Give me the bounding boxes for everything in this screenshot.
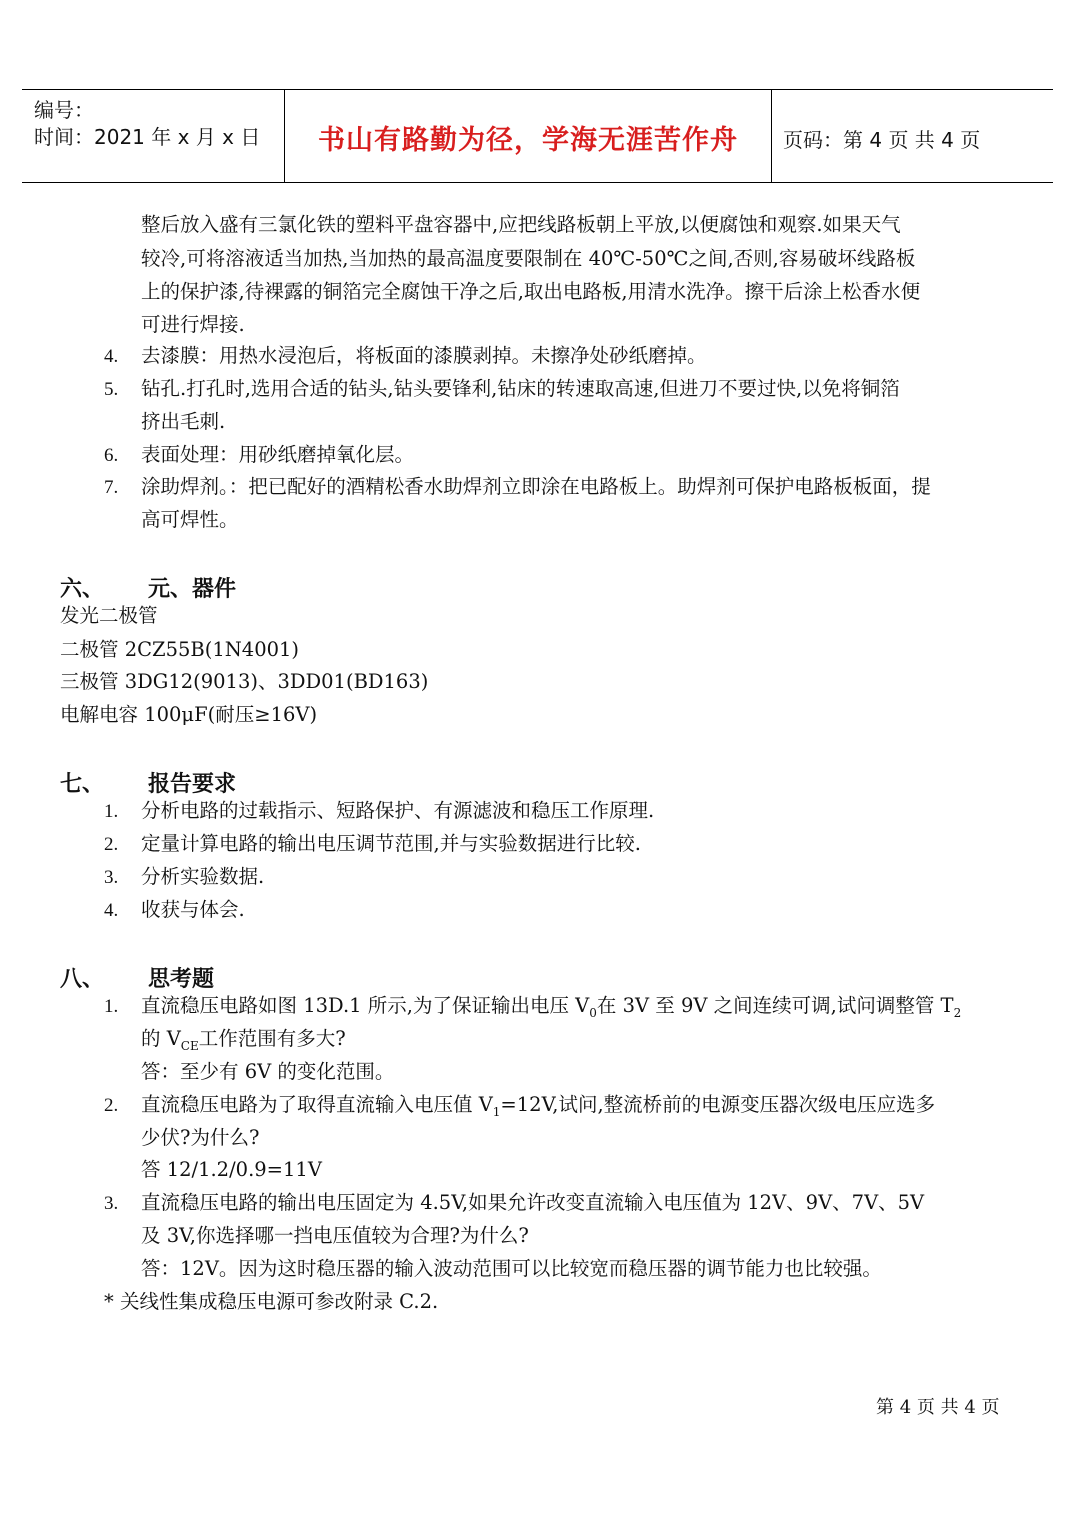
section-number: 七、 [60,772,105,797]
list-number: 1. [104,801,119,822]
section-title: 思考题 [148,967,215,992]
paragraph-line: 可进行焊接. [141,313,245,336]
question-text-part: 的 V [141,1027,181,1050]
page-header [22,89,1053,183]
paragraph-line: 较冷,可将溶液适当加热,当加热的最高温度要限制在 40℃-50℃之间,否则,容易破坏线路板 [141,247,916,270]
question-text-part: =12V,试问,整流桥前的电源变压器次级电压应选多 [500,1093,936,1116]
list-number: 5. [104,379,119,400]
component-item: 三极管 3DG12(9013)、3DD01(BD163) [60,670,429,693]
document-number-label: 编号： [34,98,94,122]
subscript: 2 [953,1005,962,1020]
header-meta [22,90,284,182]
paragraph-line: 上的保护漆,待裸露的铜箔完全腐蚀干净之后,取出电路板,用清水洗净。擦干后涂上松香水便 [141,280,921,303]
list-number: 6. [104,445,119,466]
list-item-text: 表面处理：用砂纸磨掉氧化层。 [141,443,415,466]
question-text-part: 直流稳压电路如图 13D.1 所示,为了保证输出电压 V [141,994,590,1017]
question-text [141,996,961,1019]
component-item: 电解电容 100μF(耐压≥16V) [60,703,318,726]
document-time-label: 时间：2021 年 x 月 x 日 [34,125,261,149]
list-item-text: 收获与体会. [141,898,245,921]
component-item: 二极管 2CZ55B(1N4001) [60,638,300,661]
list-number: 3. [104,867,119,888]
question-text-part: 在 3V 至 9V 之间连续可调,试问调整管 T [596,994,954,1017]
answer-text: 答 12/1.2/0.9=11V [141,1158,322,1181]
subscript: 0 [589,1005,597,1020]
header-motto: 书山有路勤为径，学海无涯苦作舟 [318,125,738,156]
list-item-text: 分析电路的过载指示、短路保护、有源滤波和稳压工作原理. [141,799,655,822]
subscript: CE [180,1038,199,1053]
list-number: 4. [104,900,119,921]
question-text [141,1095,935,1118]
page-footer: 第 4 页 共 4 页 [876,1397,1000,1418]
question-number: 2. [104,1095,119,1116]
list-item-text: 高可焊性。 [141,508,239,531]
list-number: 2. [104,834,119,855]
question-text: 少伏?为什么? [141,1126,260,1149]
header-motto-cell [284,90,772,182]
component-item: 发光二极管 [60,604,158,627]
answer-text: 答：12V。因为这时稳压器的输入波动范围可以比较宽而稳压器的调节能力也比较强。 [141,1257,882,1280]
question-number: 3. [104,1193,119,1214]
question-text-part: 直流稳压电路为了取得直流输入电压值 V [141,1093,493,1116]
question-text: 及 3V,你选择哪一挡电压值较为合理?为什么? [141,1224,529,1247]
section-title: 元、器件 [148,577,237,602]
question-number: 1. [104,996,119,1017]
section-title: 报告要求 [148,772,237,797]
list-item-text: 分析实验数据. [141,865,265,888]
header-page-cell [771,90,1053,182]
list-number: 7. [104,477,119,498]
list-number: 4. [104,346,119,367]
section-number: 八、 [60,967,105,992]
paragraph-line: 整后放入盛有三氯化铁的塑料平盘容器中,应把线路板朝上平放,以便腐蚀和观察.如果天气 [141,213,901,236]
question-text: 直流稳压电路的输出电压固定为 4.5V,如果允许改变直流输入电压值为 12V、9V、7V、5V [141,1191,925,1214]
answer-text: 答：至少有 6V 的变化范围。 [141,1060,395,1083]
list-item-text: 钻孔.打孔时,选用合适的钻头,钻头要锋利,钻床的转速取高速,但进刀不要过快,以免将铜箔 [141,377,900,400]
question-text [141,1029,346,1052]
question-text-part: 工作范围有多大? [198,1027,346,1050]
list-item-text: 涂助焊剂。：把已配好的酒精松香水助焊剂立即涂在电路板上。助焊剂可保护电路板板面，提 [141,475,931,498]
header-page-info: 页码：第 4 页 共 4 页 [783,128,981,152]
list-item-text: 去漆膜：用热水浸泡后，将板面的漆膜剥掉。未擦净处砂纸磨掉。 [141,344,707,367]
list-item-text: 定量计算电路的输出电压调节范围,并与实验数据进行比较. [141,832,641,855]
subscript: 1 [492,1104,501,1119]
footnote: * 关线性集成稳压电源可参改附录 C.2. [104,1290,439,1313]
section-number: 六、 [60,577,105,602]
list-item-text: 挤出毛刺. [141,410,226,433]
